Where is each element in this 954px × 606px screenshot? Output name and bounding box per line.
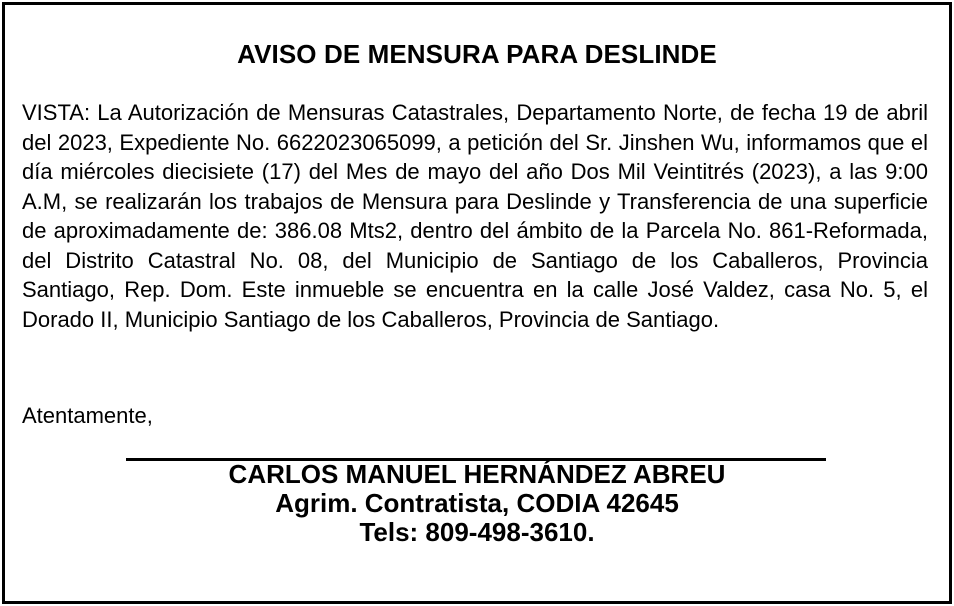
closing-text: Atentamente, bbox=[22, 403, 153, 428]
notice-title: AVISO DE MENSURA PARA DESLINDE bbox=[237, 39, 717, 69]
notice-body: VISTA: La Autorización de Mensuras Catastrales, Departamento Norte, de fecha 19 de abril del 2023, Expediente No. 6622023065099, a petición del Sr. Jinshen Wu, informamos que el día miércoles diecisiete (17) del Mes de mayo del año Dos Mil Veintitrés (2023), a las 9:00 A.M, se realizarán los trabajos de Mensura para Deslinde y Transferencia de una superficie de aproximadamente de: 386.08 Mts2, dentro del ámbito de la Parcela No. 861-Reformada, del Distrito Catastral No. 08, del Municipio de Santiago de los Caballeros, Provincia Santiago, Rep. Dom. Este inmueble se encuentra en la calle José Valdez, casa No. 5, el Dorado II, Municipio Santiago de los Caballeros, Provincia de Santiago. bbox=[22, 100, 928, 332]
signer-phone: Tels: 809-498-3610. bbox=[359, 517, 595, 547]
signer-name: CARLOS MANUEL HERNÁNDEZ ABREU bbox=[228, 459, 726, 489]
notice-frame bbox=[2, 2, 952, 604]
signer-role: Agrim. Contratista, CODIA 42645 bbox=[275, 488, 679, 518]
signature-block bbox=[5, 460, 949, 547]
